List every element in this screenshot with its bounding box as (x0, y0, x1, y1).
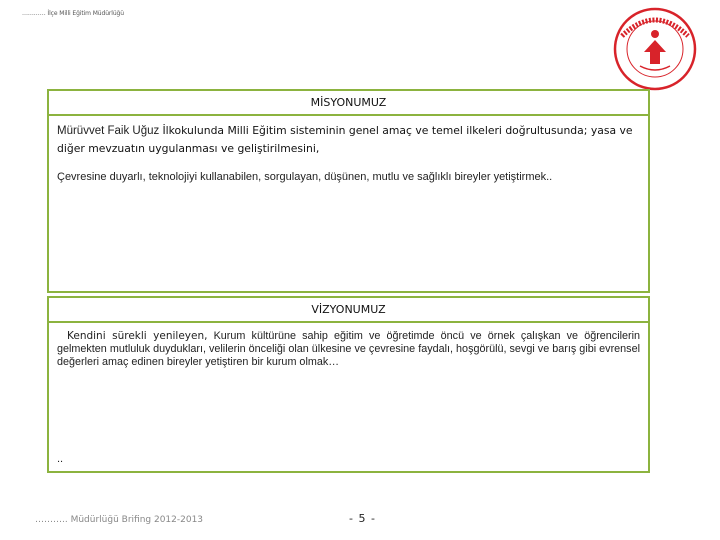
vision-trailing-dots: .. (57, 453, 64, 465)
header-text: ………… İlçe Milli Eğitim Müdürlüğü (22, 10, 124, 17)
meb-logo-icon (612, 6, 698, 92)
mission-title: MİSYONUMUZ (49, 91, 648, 116)
mission-paragraph-2: Çevresine duyarlı, teknolojiyi kullanabilen, sorgulayan, düşünen, mutlu ve sağlıklı bireyler yetiştirmek.. (57, 171, 553, 183)
mission-text: İlkokulunda Milli Eğitim sisteminin genel amaç ve temel ilkeleri doğrultusunda; yasa ve diğer mevzuatın uygulanması ve geliştirilmesini, (57, 124, 633, 155)
mission-paragraph-1 (57, 122, 640, 158)
vision-box (47, 296, 650, 473)
mission-box (47, 89, 650, 293)
vision-paragraph (57, 330, 640, 369)
page-number: - 5 - (349, 512, 376, 525)
school-name: Mürüvvet Faik Uğuz (57, 125, 160, 137)
footer-briefing-label: ……….. Müdürlüğü Brifing 2012-2013 (35, 515, 204, 525)
vision-lead: Kendini sürekli yenileyen, (67, 330, 208, 342)
vision-title: VİZYONUMUZ (49, 298, 648, 323)
vision-text: Kurum kültürüne sahip eğitim ve öğretimde öncü ve örnek çalışkan ve öğrencilerin gelmekten mutluluk duydukları, velilerin önceliği olan ülkesine ve çevresine faydalı, hoşgörülü, sevgi ve barış gibi evrensel değerleri amaç edinen bireyler yetiştiren bir kurum olmak… (57, 330, 641, 368)
